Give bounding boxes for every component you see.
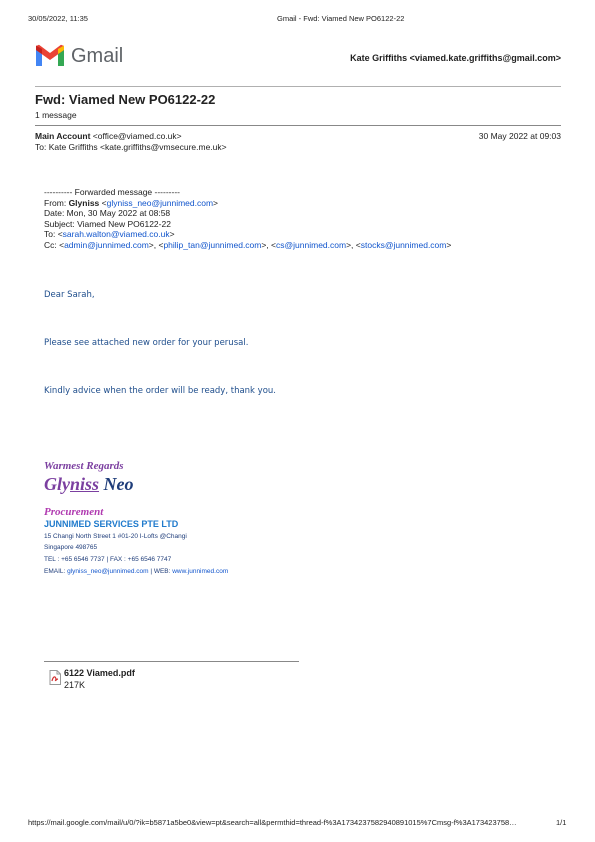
cc-email-link[interactable]: stocks@junnimed.com	[360, 239, 447, 250]
fwd-from-line: From: Glyniss <glyniss_neo@junnimed.com>	[44, 197, 219, 208]
forwarded-block	[44, 187, 451, 250]
fwd-date-line: Date: Mon, 30 May 2022 at 08:58	[44, 208, 171, 218]
signature-tel: TEL : +65 6546 7737 | FAX : +65 6546 7747	[44, 556, 172, 563]
pdf-file-icon	[49, 670, 61, 687]
sender-line	[35, 131, 182, 141]
print-datetime: 30/05/2022, 11:35	[28, 14, 88, 23]
message-date: 30 May 2022 at 09:03	[478, 131, 561, 141]
signature-name: Glyniss Neo	[44, 474, 134, 494]
signature-web-link[interactable]: www.junnimed.com	[172, 568, 229, 575]
attachment-divider	[44, 661, 299, 662]
subject-divider	[35, 125, 561, 126]
signature-role: Procurement	[44, 506, 104, 518]
header-divider	[35, 86, 561, 87]
fwd-to-line: To: <sarah.walton@viamed.co.uk>	[44, 229, 175, 239]
cc-email-link[interactable]: cs@junnimed.com	[276, 239, 347, 250]
body-paragraph-2: Kindly advice when the order will be ready, thank you.	[44, 386, 276, 396]
signature-company: JUNNIMED SERVICES PTE LTD	[44, 519, 179, 529]
cc-email-link[interactable]: philip_tan@junnimed.com	[163, 239, 262, 250]
signature-email-link[interactable]: glyniss_neo@junnimed.com	[67, 568, 149, 575]
to-line: To: Kate Griffiths <kate.griffiths@vmsecure.me.uk>	[35, 142, 227, 152]
signature-address-2: Singapore 498765	[44, 544, 98, 551]
signature-regards: Warmest Regards	[44, 460, 124, 472]
message-count: 1 message	[35, 110, 77, 120]
signature-address-1: 15 Changi North Street 1 #01-20 I-Lofts @Changi	[44, 533, 187, 540]
fwd-cc-line: Cc: <admin@junnimed.com>, <philip_tan@junnimed.com>, <cs@junnimed.com>, <stocks@junnimed.com>	[44, 239, 452, 250]
signature-contact: EMAIL: glyniss_neo@junnimed.com | WEB: www.junnimed.com	[44, 568, 229, 575]
thread-subject: Fwd: Viamed New PO6122-22	[35, 92, 216, 107]
cc-email-link[interactable]: admin@junnimed.com	[64, 239, 149, 250]
attachment-size: 217K	[64, 680, 86, 690]
print-footer-url: https://mail.google.com/mail/u/0/?ik=b5871a5be0&view=pt&search=all&permthid=thread-f%3A1734237582940891015%7Cmsg-f%3A173423758…	[28, 818, 517, 827]
fwd-from-name: Glyniss	[68, 197, 100, 208]
sender-email: <office@viamed.co.uk>	[92, 131, 182, 141]
attachment-filename[interactable]: 6122 Viamed.pdf	[64, 668, 135, 678]
gmail-wordmark: Gmail	[71, 45, 124, 67]
sender-name: Main Account	[35, 131, 91, 141]
fwd-to-email-link[interactable]: sarah.walton@viamed.co.uk	[62, 229, 170, 239]
fwd-subject-line: Subject: Viamed New PO6122-22	[44, 218, 171, 229]
print-title: Gmail - Fwd: Viamed New PO6122-22	[277, 14, 405, 23]
gmail-logo	[35, 44, 65, 69]
fwd-from-email-link[interactable]: glyniss_neo@junnimed.com	[106, 197, 214, 208]
gmail-m-icon	[35, 44, 65, 67]
print-page-number: 1/1	[556, 818, 567, 827]
forwarded-marker: ---------- Forwarded message ---------	[44, 187, 180, 197]
body-paragraph-1: Please see attached new order for your perusal.	[44, 338, 249, 348]
body-greeting: Dear Sarah,	[44, 290, 95, 300]
account-line: Kate Griffiths <viamed.kate.griffiths@gmail.com>	[350, 53, 561, 63]
